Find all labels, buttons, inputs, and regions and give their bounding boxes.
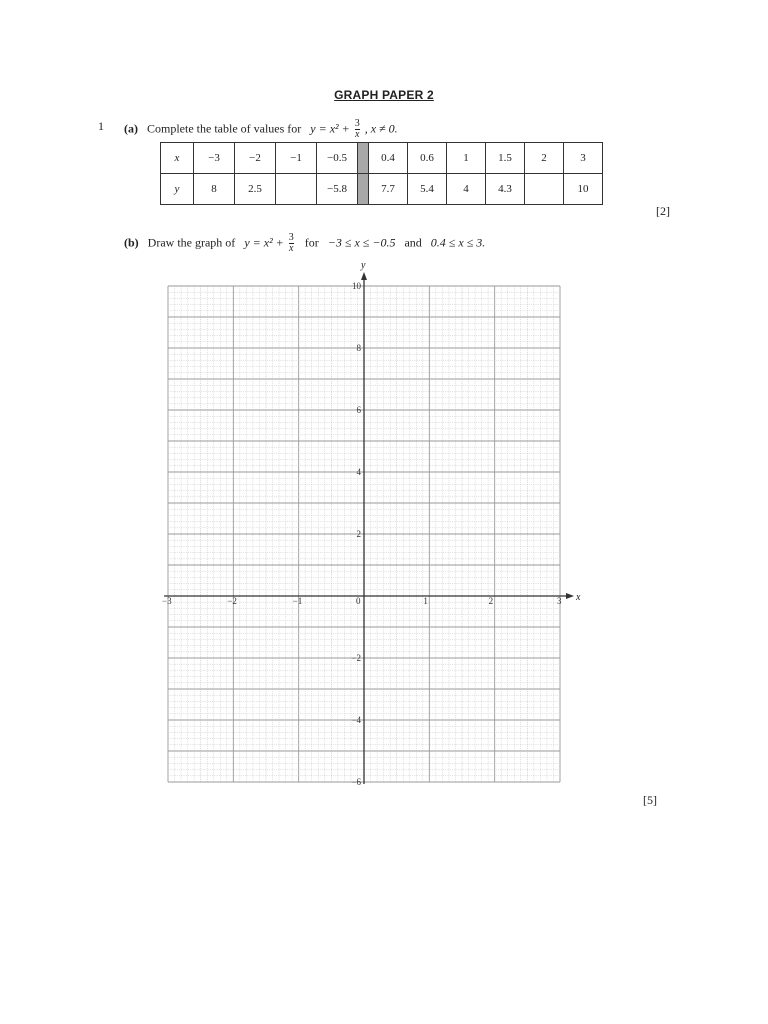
table-cell: 0.6: [408, 143, 447, 174]
x-axis-label: x: [576, 592, 581, 603]
part-b-equation: y = x² +: [244, 235, 284, 250]
table-cell: 10: [564, 174, 603, 205]
part-a-marks: [2]: [656, 204, 670, 218]
part-a-frac-den: x: [355, 129, 360, 140]
part-a-label: (a): [124, 121, 138, 136]
part-b-and: and: [404, 235, 422, 250]
part-b-for: for: [304, 235, 319, 250]
x-axis-arrow-icon: [566, 593, 574, 599]
table-cell: 8: [194, 174, 235, 205]
part-b-frac-num: 3: [288, 232, 294, 243]
table-cell: −2: [235, 143, 276, 174]
table-cell: −3: [194, 143, 235, 174]
part-b-frac-den: x: [289, 243, 294, 254]
table-cell: 7.7: [369, 174, 408, 205]
y-tick-label: 8: [356, 343, 361, 353]
table-cell: 0.4: [369, 143, 408, 174]
y-tick-label: 2: [356, 529, 361, 539]
y-tick-label: −4: [351, 715, 361, 725]
part-a-condition: , x ≠ 0.: [364, 121, 398, 136]
table-x-header: x: [161, 143, 194, 174]
x-tick-label: 0: [356, 596, 361, 606]
part-a-text: Complete the table of values for: [147, 121, 302, 136]
x-tick-label: 2: [488, 596, 494, 606]
table-cell: −1: [276, 143, 317, 174]
y-tick-label: 10: [352, 281, 361, 291]
part-b-range1: −3 ≤ x ≤ −0.5: [327, 235, 396, 250]
table-cell: 4.3: [486, 174, 525, 205]
part-b-marks: [5]: [643, 793, 657, 807]
y-tick-label: −6: [351, 777, 361, 787]
table-cell: 4: [447, 174, 486, 205]
x-tick-label: −3: [162, 596, 172, 606]
part-b-label: (b): [124, 235, 139, 250]
x-tick-label: 3: [557, 596, 562, 606]
question-number: 1: [98, 119, 104, 133]
table-cell: 2: [525, 143, 564, 174]
table-y-header: y: [161, 174, 194, 205]
table-cell: −5.8: [317, 174, 358, 205]
table-cell: 2.5: [235, 174, 276, 205]
table-cell: 1: [447, 143, 486, 174]
page-title: GRAPH PAPER 2: [334, 88, 434, 102]
y-tick-label: 4: [356, 467, 361, 477]
part-a-frac-num: 3: [354, 118, 360, 129]
y-axis-arrow-icon: [361, 272, 367, 280]
table-cell: 1.5: [486, 143, 525, 174]
part-b-text: Draw the graph of: [147, 235, 236, 250]
table-cell: −0.5: [317, 143, 358, 174]
x-tick-label: −1: [292, 596, 303, 606]
x-tick-label: 1: [423, 596, 428, 606]
part-a-equation: y = x² +: [310, 121, 350, 136]
table-cell: 5.4: [408, 174, 447, 205]
table-cell: 3: [564, 143, 603, 174]
y-tick-label: 6: [356, 405, 361, 415]
part-b-range2: 0.4 ≤ x ≤ 3.: [430, 235, 486, 250]
y-axis-label: y: [361, 260, 366, 271]
y-tick-label: −2: [351, 653, 361, 663]
x-tick-label: −2: [227, 596, 237, 606]
